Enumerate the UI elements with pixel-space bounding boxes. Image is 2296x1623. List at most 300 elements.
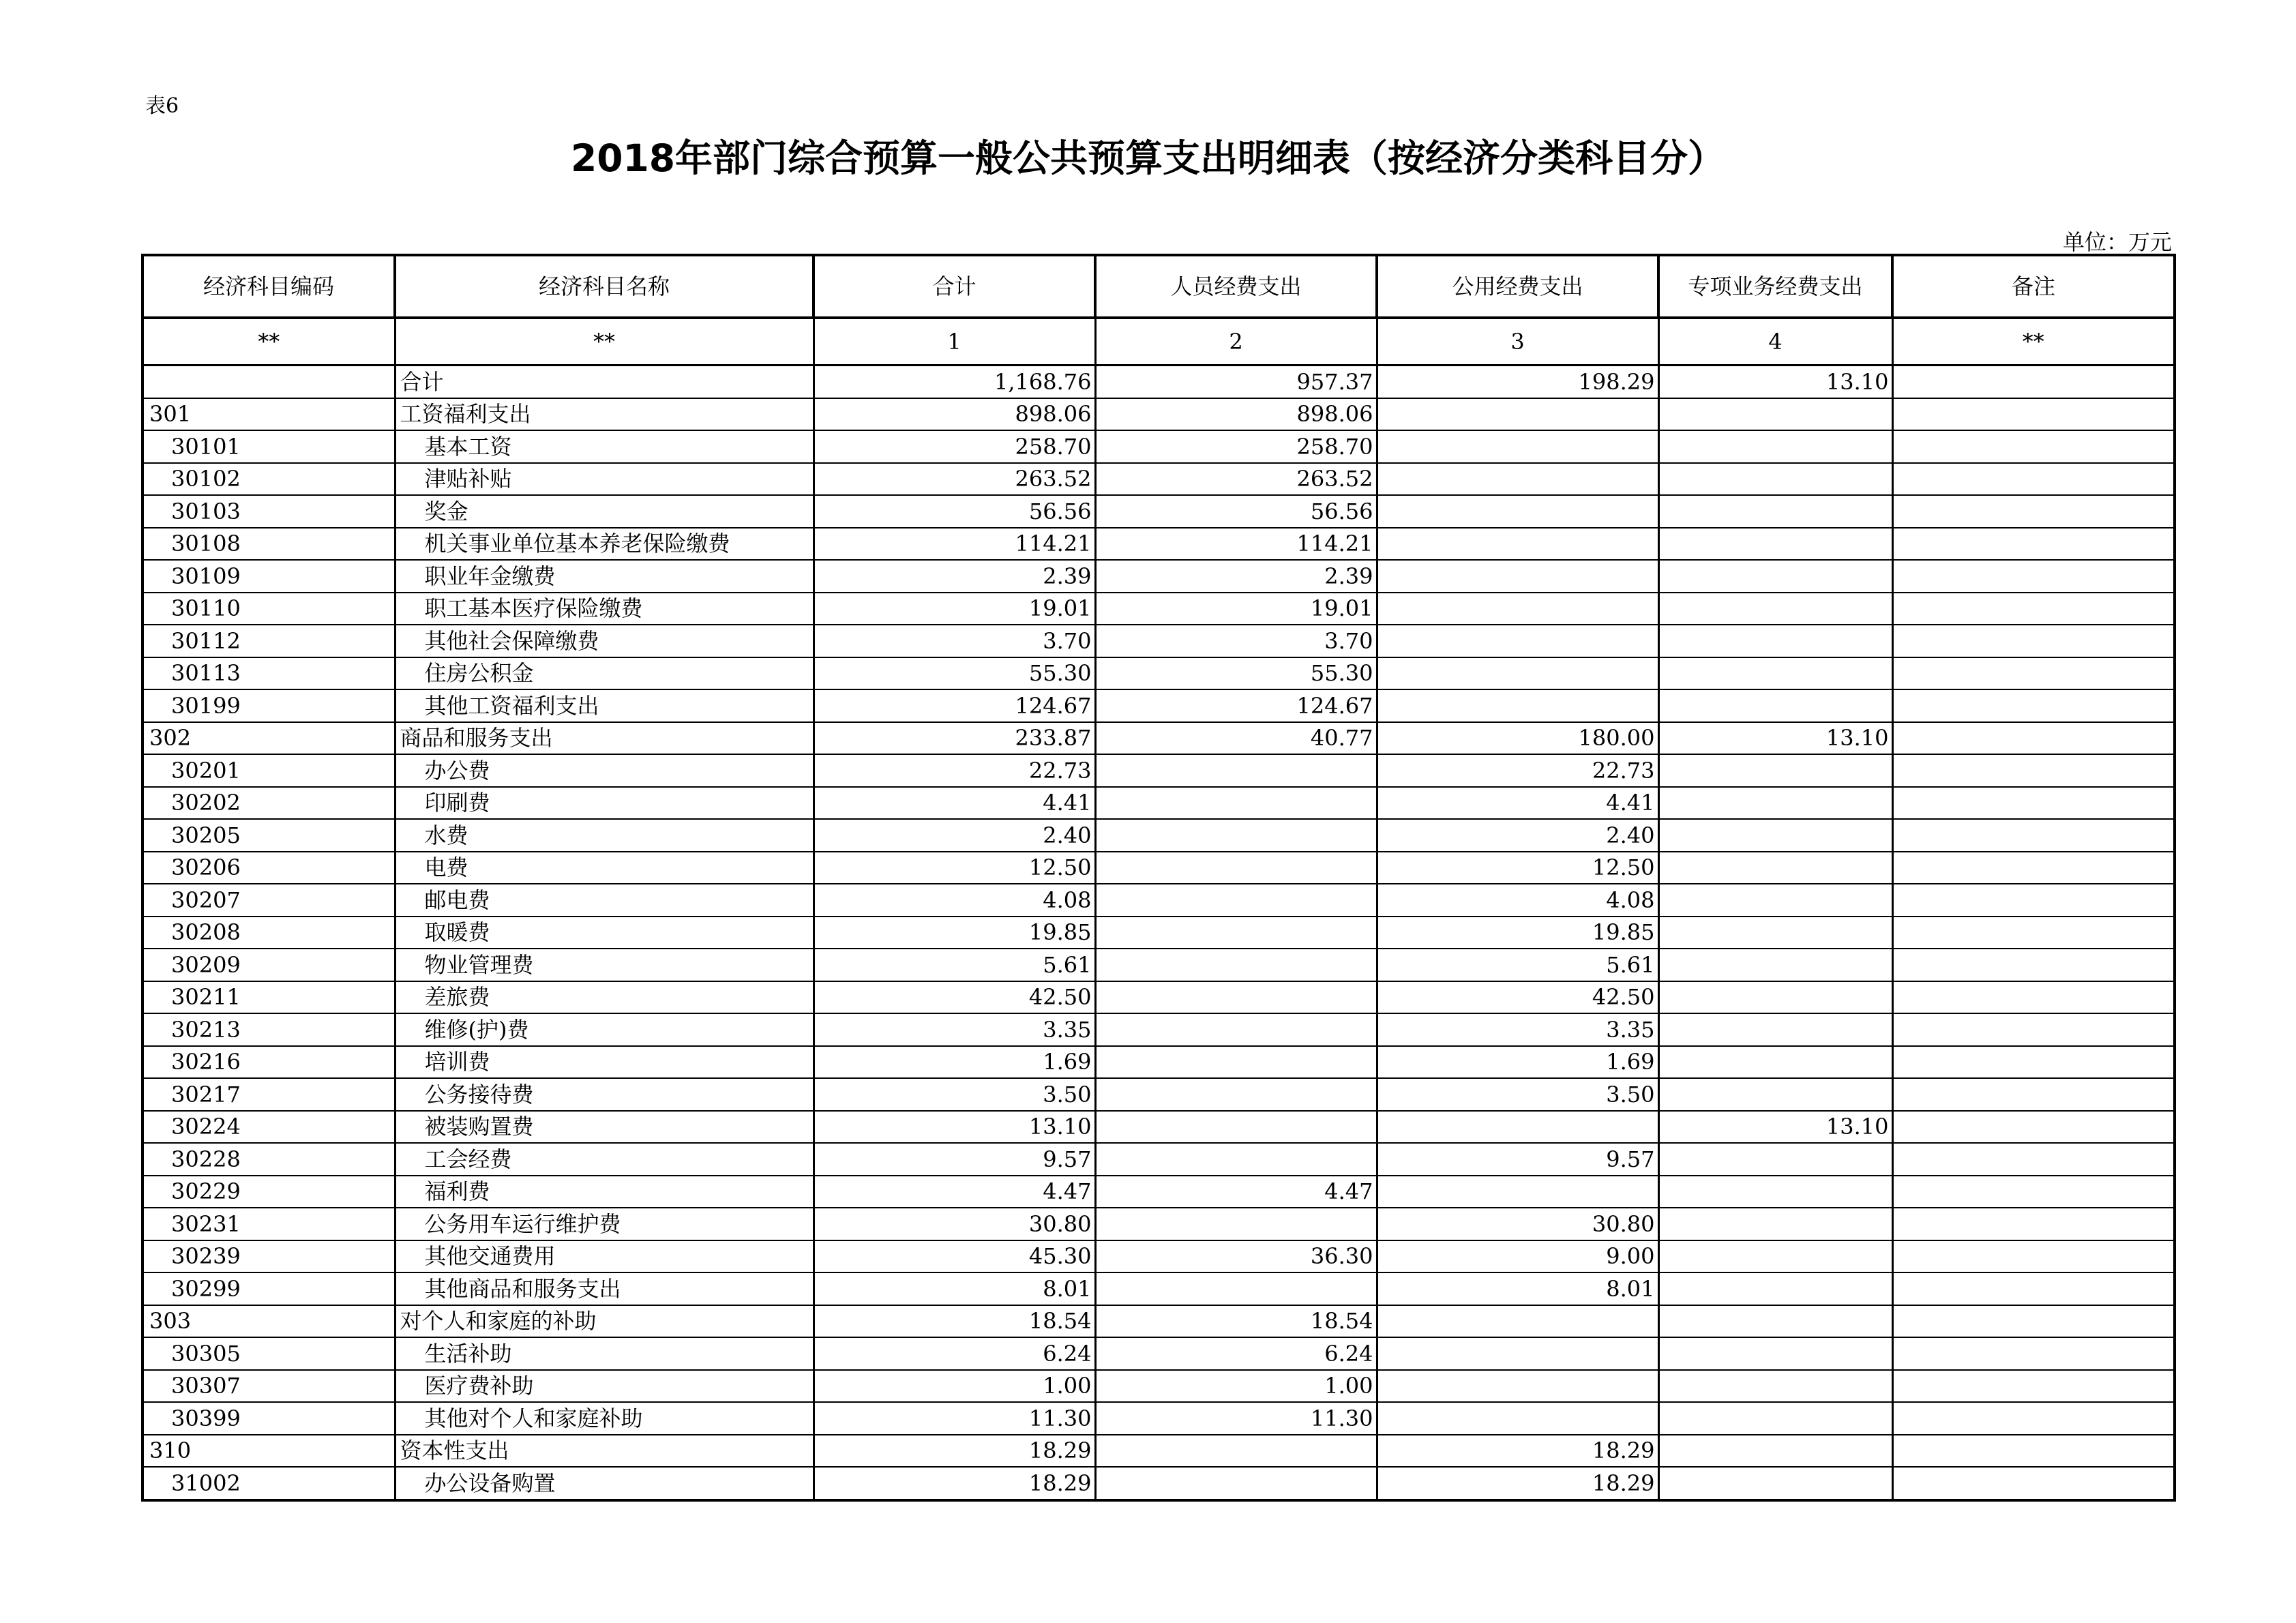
special-cell <box>1658 819 1892 852</box>
total-cell: 1.69 <box>814 1046 1095 1079</box>
unit-label: 单位：万元 <box>2062 229 2172 255</box>
table-row <box>143 722 2175 755</box>
note-cell <box>1892 398 2175 431</box>
table-row <box>143 852 2175 884</box>
note-cell <box>1892 754 2175 787</box>
total-cell: 5.61 <box>814 949 1095 981</box>
table-row <box>143 430 2175 463</box>
table-row <box>143 1305 2175 1338</box>
code-cell: 302 <box>143 722 395 755</box>
note-cell <box>1892 1467 2175 1500</box>
personnel-cell <box>1095 1467 1377 1500</box>
note-cell <box>1892 430 2175 463</box>
special-cell <box>1658 787 1892 820</box>
note-cell <box>1892 689 2175 722</box>
name-cell: 电费 <box>395 852 814 884</box>
public-cell <box>1377 1111 1658 1144</box>
total-cell: 19.01 <box>814 593 1095 625</box>
name-cell: 办公费 <box>395 754 814 787</box>
special-cell <box>1658 593 1892 625</box>
code-cell: 30231 <box>143 1208 395 1240</box>
note-cell <box>1892 1046 2175 1079</box>
total-cell: 45.30 <box>814 1240 1095 1273</box>
special-cell: 13.10 <box>1658 722 1892 755</box>
code-cell: 30113 <box>143 657 395 690</box>
table-row <box>143 1176 2175 1208</box>
note-cell <box>1892 1337 2175 1370</box>
name-cell: 其他对个人和家庭补助 <box>395 1402 814 1435</box>
table-row <box>143 787 2175 820</box>
special-cell <box>1658 463 1892 496</box>
table-row <box>143 1402 2175 1435</box>
personnel-cell: 19.01 <box>1095 593 1377 625</box>
personnel-cell <box>1095 754 1377 787</box>
total-cell: 4.41 <box>814 787 1095 820</box>
name-cell: 差旅费 <box>395 981 814 1014</box>
total-cell: 3.70 <box>814 625 1095 657</box>
header-cell: 合计 <box>814 255 1095 318</box>
code-cell: 30216 <box>143 1046 395 1079</box>
total-cell: 258.70 <box>814 430 1095 463</box>
special-cell <box>1658 1370 1892 1403</box>
note-cell <box>1892 1435 2175 1468</box>
total-cell: 11.30 <box>814 1402 1095 1435</box>
table-row <box>143 1046 2175 1079</box>
header-cell: 备注 <box>1892 255 2175 318</box>
index-cell: 1 <box>814 318 1095 366</box>
code-cell: 31002 <box>143 1467 395 1500</box>
note-cell <box>1892 981 2175 1014</box>
note-cell <box>1892 1208 2175 1240</box>
header-cell: 经济科目名称 <box>395 255 814 318</box>
page-title: 2018年部门综合预算一般公共预算支出明细表（按经济分类科目分） <box>570 136 1726 180</box>
name-cell: 其他交通费用 <box>395 1240 814 1273</box>
public-cell <box>1377 1305 1658 1338</box>
table-row <box>143 560 2175 593</box>
name-cell: 取暖费 <box>395 917 814 949</box>
table-row <box>143 398 2175 431</box>
index-cell: ** <box>395 318 814 366</box>
total-cell: 4.08 <box>814 884 1095 917</box>
header-cell: 专项业务经费支出 <box>1658 255 1892 318</box>
code-cell: 30108 <box>143 528 395 561</box>
table-row <box>143 981 2175 1014</box>
note-cell <box>1892 560 2175 593</box>
public-cell <box>1377 1370 1658 1403</box>
special-cell <box>1658 495 1892 528</box>
total-cell: 6.24 <box>814 1337 1095 1370</box>
note-cell <box>1892 787 2175 820</box>
personnel-cell: 898.06 <box>1095 398 1377 431</box>
name-cell: 其他社会保障缴费 <box>395 625 814 657</box>
public-cell <box>1377 560 1658 593</box>
total-cell: 124.67 <box>814 689 1095 722</box>
special-cell <box>1658 949 1892 981</box>
table-row <box>143 593 2175 625</box>
personnel-cell: 55.30 <box>1095 657 1377 690</box>
personnel-cell: 56.56 <box>1095 495 1377 528</box>
personnel-cell <box>1095 787 1377 820</box>
special-cell: 13.10 <box>1658 1111 1892 1144</box>
index-cell: ** <box>1892 318 2175 366</box>
special-cell <box>1658 852 1892 884</box>
name-cell: 住房公积金 <box>395 657 814 690</box>
special-cell <box>1658 981 1892 1014</box>
note-cell <box>1892 1272 2175 1305</box>
table-row <box>143 754 2175 787</box>
special-cell <box>1658 1435 1892 1468</box>
total-cell: 9.57 <box>814 1143 1095 1176</box>
public-cell: 30.80 <box>1377 1208 1658 1240</box>
personnel-cell <box>1095 852 1377 884</box>
personnel-cell: 263.52 <box>1095 463 1377 496</box>
name-cell: 水费 <box>395 819 814 852</box>
public-cell: 5.61 <box>1377 949 1658 981</box>
total-cell: 898.06 <box>814 398 1095 431</box>
table-row <box>143 917 2175 949</box>
note-cell <box>1892 1305 2175 1338</box>
public-cell <box>1377 657 1658 690</box>
total-cell: 12.50 <box>814 852 1095 884</box>
total-cell: 56.56 <box>814 495 1095 528</box>
code-cell: 30109 <box>143 560 395 593</box>
personnel-cell <box>1095 1272 1377 1305</box>
total-cell: 55.30 <box>814 657 1095 690</box>
special-cell: 13.10 <box>1658 366 1892 398</box>
code-cell: 30112 <box>143 625 395 657</box>
special-cell <box>1658 884 1892 917</box>
total-cell: 263.52 <box>814 463 1095 496</box>
total-cell: 3.35 <box>814 1013 1095 1046</box>
total-cell: 4.47 <box>814 1176 1095 1208</box>
public-cell <box>1377 1402 1658 1435</box>
table-row <box>143 366 2175 398</box>
name-cell: 被装购置费 <box>395 1111 814 1144</box>
total-cell: 233.87 <box>814 722 1095 755</box>
header-cell: 经济科目编码 <box>143 255 395 318</box>
public-cell <box>1377 593 1658 625</box>
code-cell: 303 <box>143 1305 395 1338</box>
special-cell <box>1658 560 1892 593</box>
personnel-cell: 6.24 <box>1095 1337 1377 1370</box>
total-cell: 2.40 <box>814 819 1095 852</box>
name-cell: 职业年金缴费 <box>395 560 814 593</box>
personnel-cell <box>1095 1046 1377 1079</box>
note-cell <box>1892 1013 2175 1046</box>
total-cell: 18.54 <box>814 1305 1095 1338</box>
public-cell: 12.50 <box>1377 852 1658 884</box>
name-cell: 公务用车运行维护费 <box>395 1208 814 1240</box>
table-row <box>143 949 2175 981</box>
total-cell: 8.01 <box>814 1272 1095 1305</box>
note-cell <box>1892 625 2175 657</box>
note-cell <box>1892 366 2175 398</box>
public-cell: 198.29 <box>1377 366 1658 398</box>
table-row <box>143 495 2175 528</box>
public-cell: 18.29 <box>1377 1435 1658 1468</box>
table-row <box>143 1078 2175 1111</box>
note-cell <box>1892 819 2175 852</box>
name-cell: 办公设备购置 <box>395 1467 814 1500</box>
note-cell <box>1892 528 2175 561</box>
code-cell: 30307 <box>143 1370 395 1403</box>
total-cell: 1,168.76 <box>814 366 1095 398</box>
name-cell: 工会经费 <box>395 1143 814 1176</box>
total-cell: 1.00 <box>814 1370 1095 1403</box>
personnel-cell: 36.30 <box>1095 1240 1377 1273</box>
note-cell <box>1892 1176 2175 1208</box>
total-cell: 42.50 <box>814 981 1095 1014</box>
public-cell: 9.57 <box>1377 1143 1658 1176</box>
name-cell: 职工基本医疗保险缴费 <box>395 593 814 625</box>
special-cell <box>1658 1467 1892 1500</box>
code-cell: 30205 <box>143 819 395 852</box>
special-cell <box>1658 657 1892 690</box>
table-row <box>143 819 2175 852</box>
note-cell <box>1892 1143 2175 1176</box>
public-cell <box>1377 528 1658 561</box>
table-row <box>143 1370 2175 1403</box>
special-cell <box>1658 430 1892 463</box>
name-cell: 基本工资 <box>395 430 814 463</box>
name-cell: 培训费 <box>395 1046 814 1079</box>
personnel-cell <box>1095 1143 1377 1176</box>
table-row <box>143 1013 2175 1046</box>
code-cell: 30202 <box>143 787 395 820</box>
public-cell: 42.50 <box>1377 981 1658 1014</box>
personnel-cell <box>1095 884 1377 917</box>
note-cell <box>1892 1402 2175 1435</box>
name-cell: 资本性支出 <box>395 1435 814 1468</box>
special-cell <box>1658 1337 1892 1370</box>
public-cell: 1.69 <box>1377 1046 1658 1079</box>
personnel-cell: 3.70 <box>1095 625 1377 657</box>
public-cell: 8.01 <box>1377 1272 1658 1305</box>
public-cell: 18.29 <box>1377 1467 1658 1500</box>
public-cell <box>1377 430 1658 463</box>
special-cell <box>1658 1305 1892 1338</box>
table-row <box>143 884 2175 917</box>
note-cell <box>1892 657 2175 690</box>
special-cell <box>1658 1240 1892 1273</box>
note-cell <box>1892 852 2175 884</box>
name-cell: 对个人和家庭的补助 <box>395 1305 814 1338</box>
total-cell: 2.39 <box>814 560 1095 593</box>
table-row <box>143 1435 2175 1468</box>
index-cell: ** <box>143 318 395 366</box>
personnel-cell: 957.37 <box>1095 366 1377 398</box>
expenditure-table <box>141 254 2176 1502</box>
header-row <box>143 255 2175 318</box>
name-cell: 奖金 <box>395 495 814 528</box>
code-cell: 30239 <box>143 1240 395 1273</box>
public-cell: 4.08 <box>1377 884 1658 917</box>
public-cell: 3.35 <box>1377 1013 1658 1046</box>
name-cell: 合计 <box>395 366 814 398</box>
public-cell: 2.40 <box>1377 819 1658 852</box>
table-row <box>143 1337 2175 1370</box>
personnel-cell: 124.67 <box>1095 689 1377 722</box>
table-row <box>143 1272 2175 1305</box>
note-cell <box>1892 722 2175 755</box>
note-cell <box>1892 1111 2175 1144</box>
public-cell <box>1377 463 1658 496</box>
code-cell: 30201 <box>143 754 395 787</box>
personnel-cell <box>1095 917 1377 949</box>
special-cell <box>1658 625 1892 657</box>
table-row <box>143 1143 2175 1176</box>
name-cell: 其他工资福利支出 <box>395 689 814 722</box>
note-cell <box>1892 1240 2175 1273</box>
total-cell: 30.80 <box>814 1208 1095 1240</box>
special-cell <box>1658 1208 1892 1240</box>
code-cell: 30207 <box>143 884 395 917</box>
code-cell: 301 <box>143 398 395 431</box>
special-cell <box>1658 398 1892 431</box>
total-cell: 18.29 <box>814 1467 1095 1500</box>
code-cell: 30229 <box>143 1176 395 1208</box>
name-cell: 津贴补贴 <box>395 463 814 496</box>
name-cell: 生活补助 <box>395 1337 814 1370</box>
public-cell: 9.00 <box>1377 1240 1658 1273</box>
special-cell <box>1658 1176 1892 1208</box>
code-cell: 30399 <box>143 1402 395 1435</box>
table-label: 表6 <box>145 94 179 118</box>
index-row <box>143 318 2175 366</box>
note-cell <box>1892 917 2175 949</box>
personnel-cell: 18.54 <box>1095 1305 1377 1338</box>
name-cell: 印刷费 <box>395 787 814 820</box>
personnel-cell <box>1095 1208 1377 1240</box>
public-cell <box>1377 625 1658 657</box>
table-row <box>143 1111 2175 1144</box>
header-cell: 公用经费支出 <box>1377 255 1658 318</box>
personnel-cell: 4.47 <box>1095 1176 1377 1208</box>
table-row <box>143 1467 2175 1500</box>
table-row <box>143 1208 2175 1240</box>
code-cell <box>143 366 395 398</box>
code-cell: 30103 <box>143 495 395 528</box>
code-cell: 310 <box>143 1435 395 1468</box>
personnel-cell <box>1095 981 1377 1014</box>
note-cell <box>1892 1078 2175 1111</box>
special-cell <box>1658 917 1892 949</box>
code-cell: 30217 <box>143 1078 395 1111</box>
personnel-cell <box>1095 1435 1377 1468</box>
public-cell: 4.41 <box>1377 787 1658 820</box>
personnel-cell: 40.77 <box>1095 722 1377 755</box>
total-cell: 22.73 <box>814 754 1095 787</box>
header-cell: 人员经费支出 <box>1095 255 1377 318</box>
code-cell: 30211 <box>143 981 395 1014</box>
table-row <box>143 657 2175 690</box>
personnel-cell: 114.21 <box>1095 528 1377 561</box>
total-cell: 114.21 <box>814 528 1095 561</box>
note-cell <box>1892 463 2175 496</box>
special-cell <box>1658 1402 1892 1435</box>
name-cell: 其他商品和服务支出 <box>395 1272 814 1305</box>
note-cell <box>1892 949 2175 981</box>
special-cell <box>1658 754 1892 787</box>
table-row <box>143 625 2175 657</box>
personnel-cell <box>1095 819 1377 852</box>
special-cell <box>1658 1013 1892 1046</box>
note-cell <box>1892 1370 2175 1403</box>
index-cell: 3 <box>1377 318 1658 366</box>
index-cell: 4 <box>1658 318 1892 366</box>
public-cell: 22.73 <box>1377 754 1658 787</box>
table-row <box>143 528 2175 561</box>
personnel-cell: 2.39 <box>1095 560 1377 593</box>
name-cell: 维修(护)费 <box>395 1013 814 1046</box>
code-cell: 30199 <box>143 689 395 722</box>
index-cell: 2 <box>1095 318 1377 366</box>
name-cell: 福利费 <box>395 1176 814 1208</box>
note-cell <box>1892 495 2175 528</box>
public-cell: 180.00 <box>1377 722 1658 755</box>
name-cell: 机关事业单位基本养老保险缴费 <box>395 528 814 561</box>
note-cell <box>1892 884 2175 917</box>
special-cell <box>1658 1272 1892 1305</box>
name-cell: 商品和服务支出 <box>395 722 814 755</box>
special-cell <box>1658 1143 1892 1176</box>
code-cell: 30208 <box>143 917 395 949</box>
code-cell: 30206 <box>143 852 395 884</box>
table-row <box>143 1240 2175 1273</box>
personnel-cell: 11.30 <box>1095 1402 1377 1435</box>
personnel-cell <box>1095 1013 1377 1046</box>
code-cell: 30102 <box>143 463 395 496</box>
name-cell: 物业管理费 <box>395 949 814 981</box>
public-cell: 19.85 <box>1377 917 1658 949</box>
total-cell: 18.29 <box>814 1435 1095 1468</box>
public-cell <box>1377 398 1658 431</box>
total-cell: 19.85 <box>814 917 1095 949</box>
personnel-cell: 1.00 <box>1095 1370 1377 1403</box>
special-cell <box>1658 1046 1892 1079</box>
public-cell <box>1377 689 1658 722</box>
public-cell <box>1377 495 1658 528</box>
name-cell: 邮电费 <box>395 884 814 917</box>
special-cell <box>1658 528 1892 561</box>
code-cell: 30224 <box>143 1111 395 1144</box>
code-cell: 30110 <box>143 593 395 625</box>
public-cell <box>1377 1337 1658 1370</box>
code-cell: 30299 <box>143 1272 395 1305</box>
table-row <box>143 689 2175 722</box>
total-cell: 13.10 <box>814 1111 1095 1144</box>
special-cell <box>1658 689 1892 722</box>
name-cell: 公务接待费 <box>395 1078 814 1111</box>
personnel-cell <box>1095 1111 1377 1144</box>
personnel-cell <box>1095 949 1377 981</box>
code-cell: 30228 <box>143 1143 395 1176</box>
public-cell: 3.50 <box>1377 1078 1658 1111</box>
public-cell <box>1377 1176 1658 1208</box>
code-cell: 30305 <box>143 1337 395 1370</box>
total-cell: 3.50 <box>814 1078 1095 1111</box>
code-cell: 30209 <box>143 949 395 981</box>
note-cell <box>1892 593 2175 625</box>
code-cell: 30213 <box>143 1013 395 1046</box>
special-cell <box>1658 1078 1892 1111</box>
personnel-cell <box>1095 1078 1377 1111</box>
name-cell: 工资福利支出 <box>395 398 814 431</box>
table-row <box>143 463 2175 496</box>
name-cell: 医疗费补助 <box>395 1370 814 1403</box>
code-cell: 30101 <box>143 430 395 463</box>
personnel-cell: 258.70 <box>1095 430 1377 463</box>
